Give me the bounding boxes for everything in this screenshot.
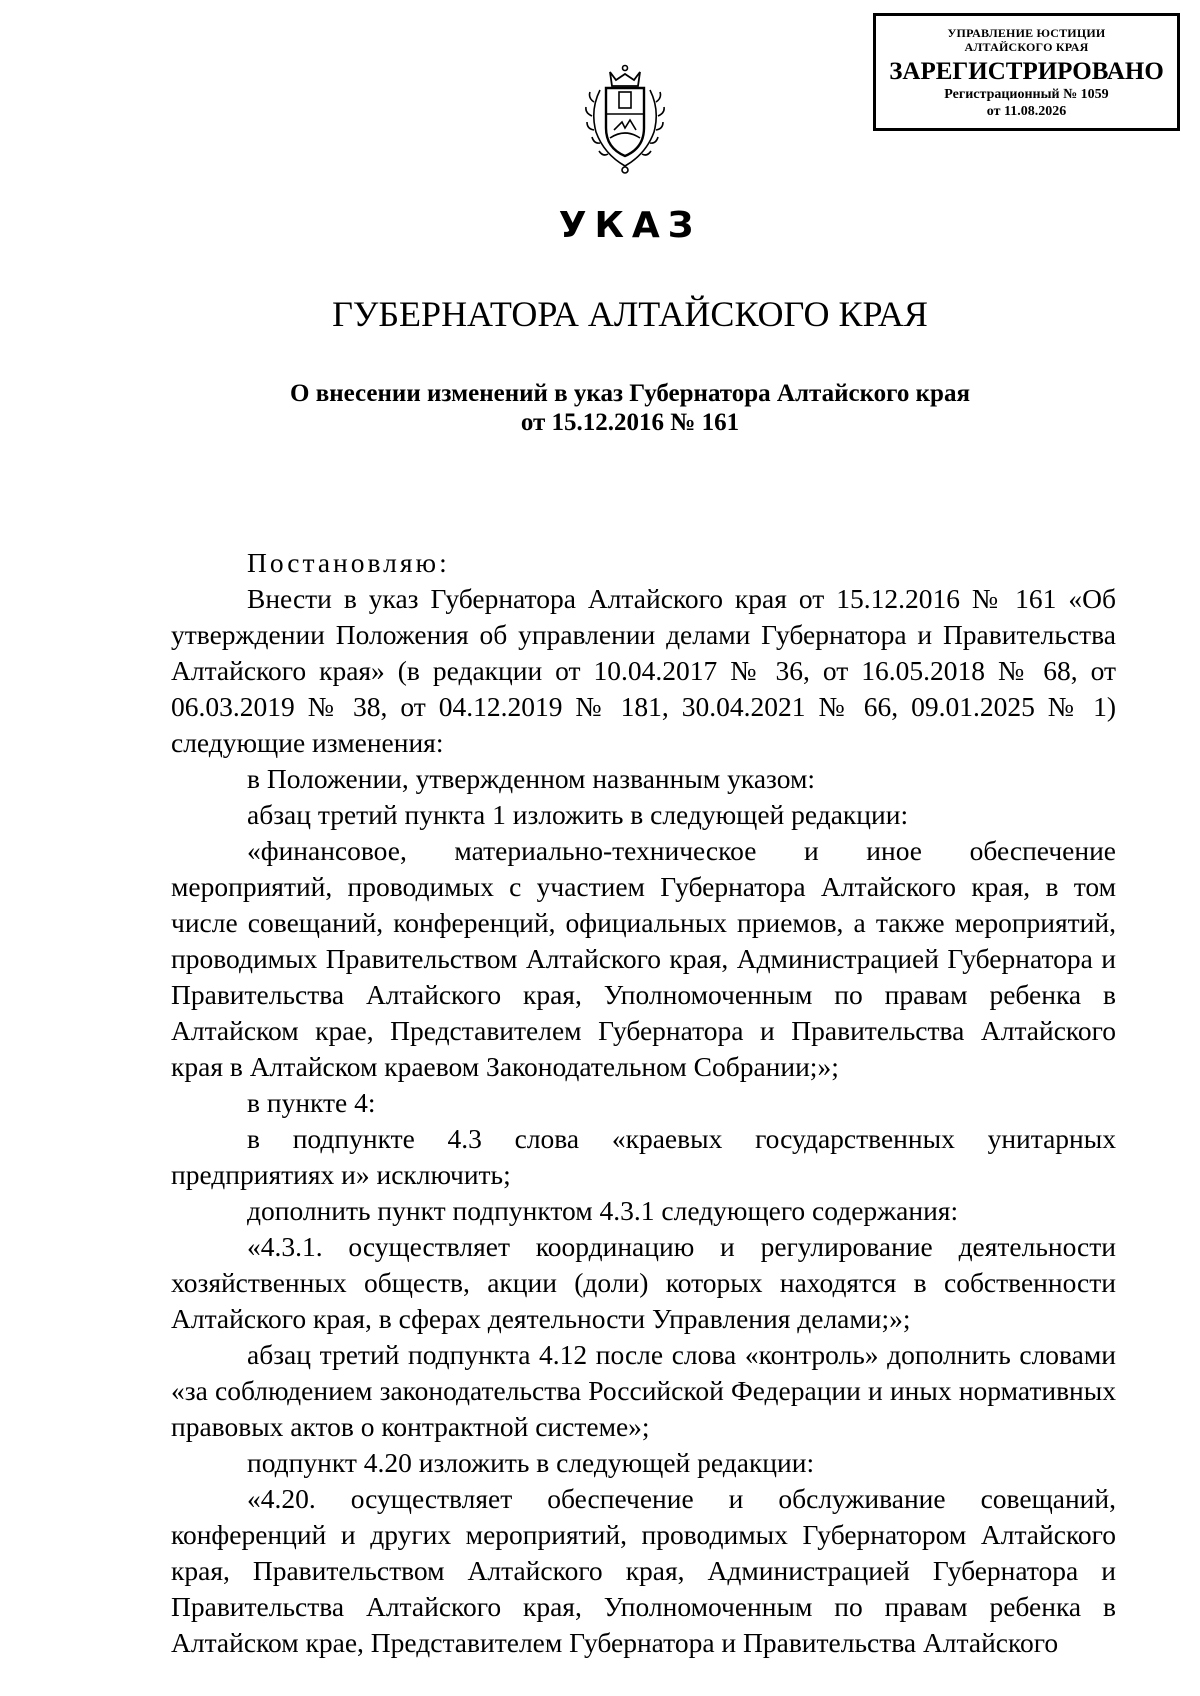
document-issuer: ГУБЕРНАТОРА АЛТАЙСКОГО КРАЯ	[332, 294, 928, 334]
paragraph: подпункт 4.20 изложить в следующей редакции:	[247, 1447, 815, 1478]
document-subject	[0, 379, 1200, 437]
subject-line-2: от 15.12.2016 № 161	[520, 409, 740, 436]
paragraph: «финансовое, материально-техническое и иное обеспечение мероприятий, проводимых с участием Губернатора Алтайского края, в том числе совещаний, конференций, официальных приемов, а также мероприятий, проводимых Правительством Алтайского края, Администрацией Губернатора и Правительства Алтайского края, Уполномоченным по правам ребенка в Алтайском крае, Представителем Губернатора и Правительства Алтайского края в Алтайском краевом Законодательном Собрании;»;	[171, 835, 1116, 1082]
paragraph: «4.3.1. осуществляет координацию и регулирование деятельности хозяйственных обществ, акции (доли) которых находятся в собственности Алтайского края, в сферах деятельности Управления делами;»;	[171, 1231, 1116, 1334]
stamp-status: ЗАРЕГИСТРИРОВАНО	[889, 58, 1164, 85]
stamp-organization-line2: АЛТАЙСКОГО КРАЯ	[964, 40, 1089, 54]
paragraph: в пункте 4:	[247, 1087, 376, 1118]
decree-word: Постановляю:	[247, 547, 450, 578]
stamp-organization-line1: УПРАВЛЕНИЕ ЮСТИЦИИ	[947, 26, 1106, 40]
paragraph: абзац третий подпункта 4.12 после слова «контроль» дополнить словами «за соблюдением законодательства Российской Федерации и иных нормативных правовых актов о контрактной системе»;	[171, 1339, 1116, 1442]
stamp-date: от 11.08.2026	[986, 104, 1067, 119]
coat-of-arms-icon	[570, 50, 680, 180]
paragraph: Внести в указ Губернатора Алтайского края от 15.12.2016 № 161 «Об утверждении Положения об управлении делами Губернатора и Правительства Алтайского края» (в редакции от 10.04.2017 № 36, от 16.05.2018 № 68, от 06.03.2019 № 38, от 04.12.2019 № 181, 30.04.2021 № 66, 09.01.2025 № 1) следующие изменения:	[171, 583, 1116, 758]
document-type: УКАЗ	[558, 205, 702, 246]
stamp-registration-number: Регистрационный № 1059	[944, 87, 1109, 102]
paragraph: «4.20. осуществляет обеспечение и обслуживание совещаний, конференций и других мероприятий, проводимых Губернатором Алтайского края, Правительством Алтайского края, Администрацией Губернатора и Правительства Алтайского края, Уполномоченным по правам ребенка в Алтайском крае, Представителем Губернатора и Правительства Алтайского	[171, 1483, 1116, 1658]
paragraph: в Положении, утвержденном названным указом:	[247, 763, 815, 794]
subject-line-1: О внесении изменений в указ Губернатора Алтайского края	[290, 380, 970, 407]
paragraph: дополнить пункт подпунктом 4.3.1 следующего содержания:	[247, 1195, 959, 1226]
document-body	[171, 545, 1116, 1661]
paragraph: в подпункте 4.3 слова «краевых государственных унитарных предприятиях и» исключить;	[171, 1123, 1116, 1190]
registration-stamp	[873, 13, 1180, 131]
paragraph: абзац третий пункта 1 изложить в следующей редакции:	[247, 799, 909, 830]
